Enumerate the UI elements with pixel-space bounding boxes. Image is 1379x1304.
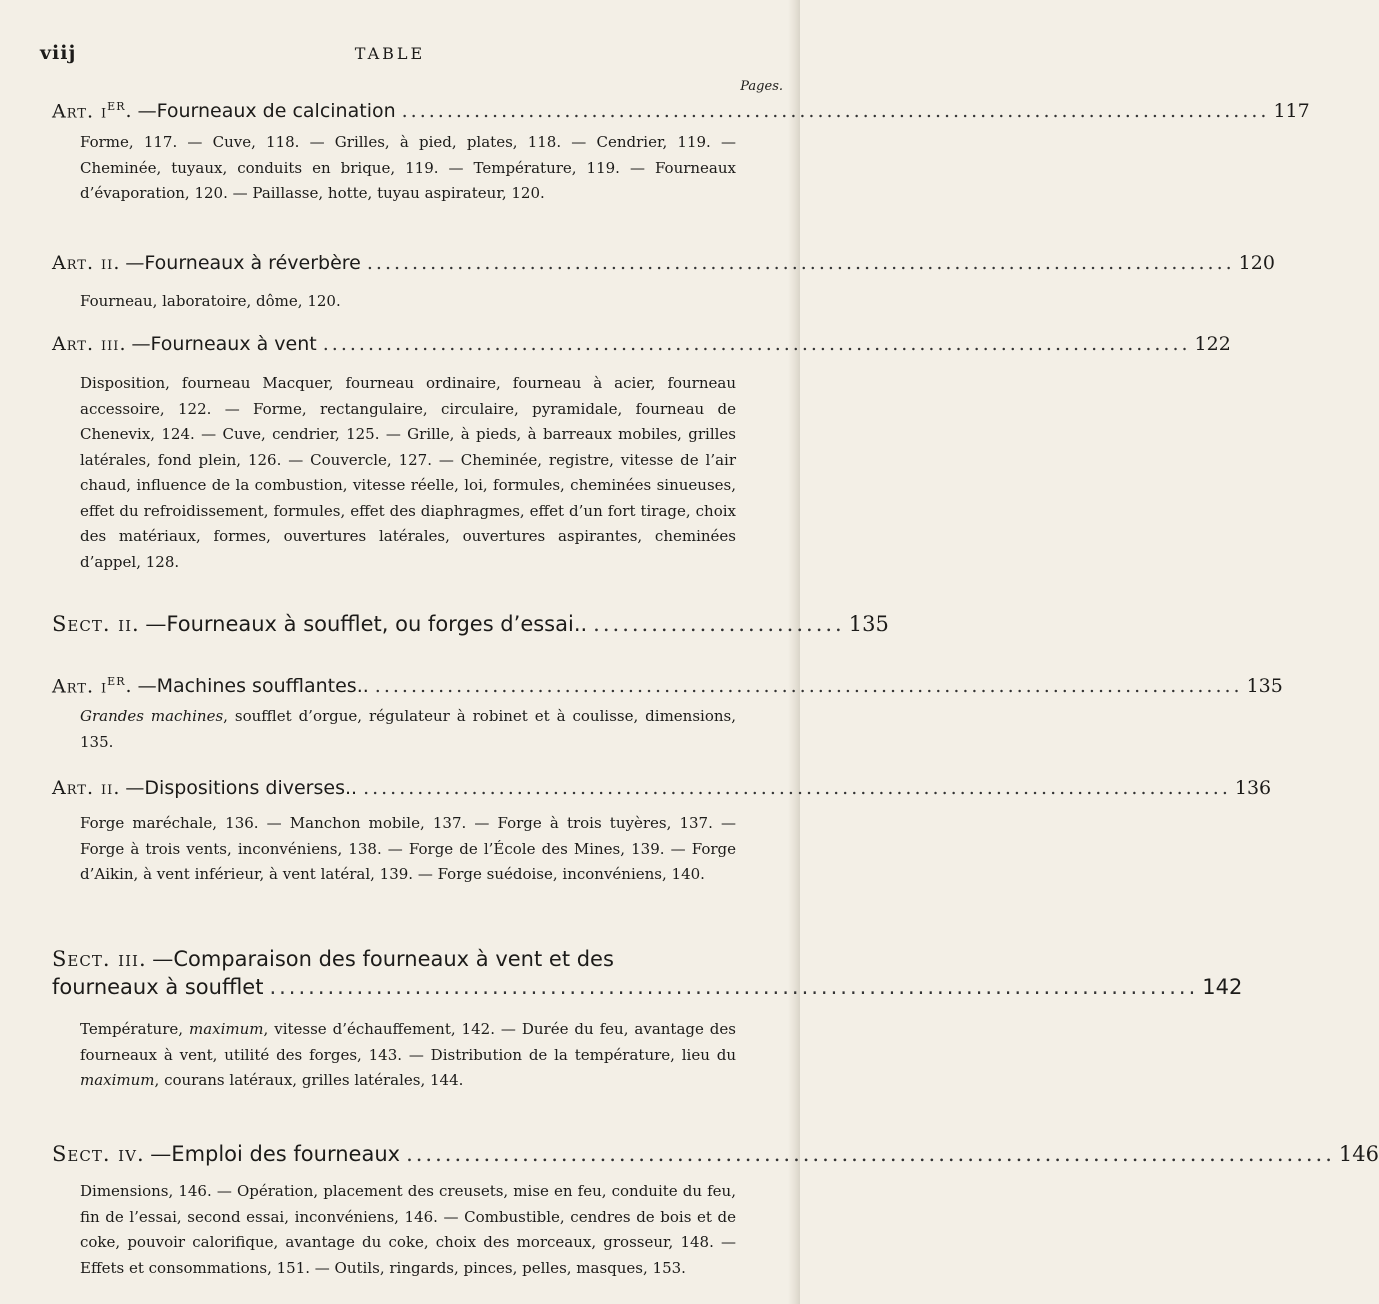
section-heading: Sect. iv . — Emploi des fourneaux ................................................................................................ 146 — [52, 1142, 1379, 1166]
section-title: Comparaison des fourneaux à vent et des — [173, 947, 614, 971]
toc-entry-art-3-vent — [52, 333, 1231, 355]
pages-column-label: Pages. — [740, 79, 783, 94]
entry-label: Art. ii — [52, 252, 114, 274]
section-title: Fourneaux à soufflet, ou forges d’essai.. — [166, 612, 588, 636]
entry-description: Grandes machines, soufflet d’orgue, régulateur à robinet et à coulisse, dimensions, 135. — [80, 707, 736, 751]
section-page-number: 146 — [1338, 1142, 1379, 1166]
entry-heading: Art. ii . — Dispositions diverses.. ................................................................................................ 136 — [52, 777, 1272, 799]
entry-page-number: 117 — [1273, 100, 1310, 123]
toc-section-4-emploi — [52, 1142, 1379, 1166]
section-label: Sect. ii — [52, 612, 133, 636]
entry-description: Forge maréchale, 136. — Manchon mobile, 137. — Forge à trois tuyères, 137. — Forge à trois vents, inconvéniens, 138. — Forge de l’École des Mines, 139. — Forge d’Aikin, à vent inférieur, à vent latéral, 139. — Forge suédoise, inconvéniens, 140. — [80, 814, 736, 883]
entry-label: Art. ii — [52, 777, 114, 799]
entry-title: Fourneaux à réverbère — [144, 252, 361, 274]
entry-heading: Art. $i^{er}$ . — Fourneaux de calcination ................................................................................................ 117 — [52, 95, 1310, 123]
entry-title: Dispositions diverses.. — [144, 777, 358, 799]
section-label: Sect. iii — [52, 947, 139, 971]
entry-heading: Art. iii . — Fourneaux à vent ................................................................................................ 122 — [52, 333, 1231, 355]
toc-entry-machines-soufflantes — [52, 670, 1283, 698]
entry-label: Art. $i^{er}$ — [52, 670, 126, 698]
entry-title: Fourneaux à vent — [150, 333, 317, 355]
toc-entry-art-2-reverbere — [52, 252, 1275, 274]
section-label: Sect. iv — [52, 1142, 137, 1166]
section-heading: Sect. ii . — Fourneaux à soufflet, ou forges d’essai.. .......................... 135 — [52, 612, 889, 636]
entry-page-number: 120 — [1238, 252, 1275, 274]
entry-page-number: 135 — [1246, 675, 1283, 698]
entry-title: Fourneaux de calcination — [156, 100, 396, 123]
entry-page-number: 122 — [1194, 333, 1231, 355]
entry-label: Art. iii — [52, 333, 120, 355]
section-heading: Sect. iii . — Comparaison des fourneaux à vent et des — [52, 947, 614, 971]
entry-description: Température, maximum, vitesse d’échauffement, 142. — Durée du feu, avantage des fourneaux à vent, utilité des forges, 143. — Distribution de la température, lieu du maximum, courans latéraux, grilles latérales, 144. — [80, 1020, 736, 1089]
toc-section-2-soufflet — [52, 612, 889, 636]
entry-heading: Art. ii . — Fourneaux à réverbère ................................................................................................ 120 — [52, 252, 1275, 274]
entry-description: Disposition, fourneau Macquer, fourneau ordinaire, fourneau à acier, fourneau accessoire, 122. — Forme, rectangulaire, circulaire, pyramidale, fourneau de Chenevix, 124. — Cuve, cendrier, 125. — Grille, à pieds, à barreaux mobiles, grilles latérales, fond plein, 126. — Couvercle, 127. — Cheminée, registre, vitesse de l’air chaud, influence de la combustion, vitesse réelle, loi, formules, cheminées sinueuses, effet du refroidissement, formules, effet des diaphragmes, effet d’un fort tirage, choix des matériaux, formes, ouvertures latérales, ouvertures aspirantes, cheminées d’appel, 128. — [80, 374, 736, 571]
entry-title: Machines soufflantes.. — [156, 675, 369, 698]
entry-page-number: 136 — [1234, 777, 1272, 799]
toc-entry-art-1-calcination — [52, 95, 1310, 123]
toc-section-3-comparaison — [52, 947, 1243, 999]
page-edge — [788, 0, 800, 1304]
running-title: TABLE — [354, 44, 426, 63]
entry-heading: Art. $i^{er}$ . — Machines soufflantes.. ................................................................................................ 135 — [52, 670, 1283, 698]
toc-entry-dispositions-diverses — [52, 777, 1272, 799]
section-title: Emploi des fourneaux — [171, 1142, 401, 1166]
entry-description: Dimensions, 146. — Opération, placement des creusets, mise en feu, conduite du feu, fin de l’essai, second essai, inconvéniens, 146. — Combustible, cendres de bois et de coke, pouvoir calorifique, avantage du coke, choix des morceaux, grosseur, 148. — Effets et consommations, 151. — Outils, ringards, pinces, pelles, masques, 153. — [80, 1182, 736, 1277]
section-page-number: 142 — [1202, 975, 1243, 999]
section-heading-continued: fourneaux à soufflet ................................................................................................ 142 — [52, 975, 1243, 999]
entry-description: Forme, 117. — Cuve, 118. — Grilles, à pied, plates, 118. — Cendrier, 119. — Cheminée, tuyaux, conduits en brique, 119. — Température, 119. — Fourneaux d’évaporation, 120. — Paillasse, hotte, tuyau aspirateur, 120. — [80, 133, 736, 202]
page-header — [40, 42, 740, 72]
section-page-number: 135 — [848, 612, 889, 636]
section-title-line2: fourneaux à soufflet — [52, 975, 264, 999]
entry-label: Art. $i^{er}$ — [52, 95, 126, 123]
entry-description: Fourneau, laboratoire, dôme, 120. — [80, 292, 341, 310]
folio-number: viij — [40, 42, 77, 64]
